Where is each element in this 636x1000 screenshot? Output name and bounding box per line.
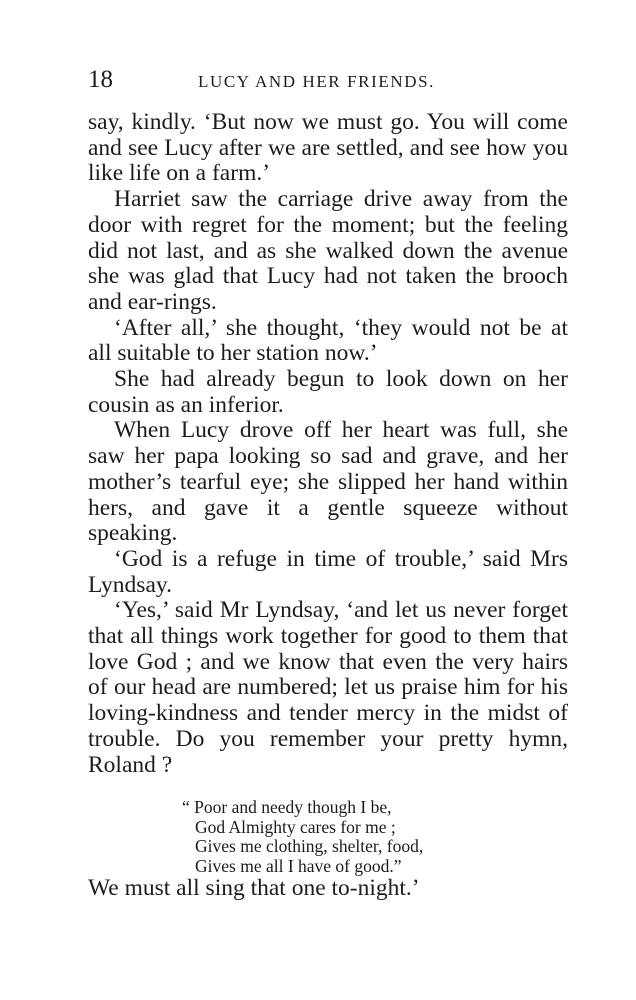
verse-line: Gives me clothing, shelter, food, bbox=[195, 836, 424, 857]
running-title: LUCY AND HER FRIENDS. bbox=[198, 72, 435, 91]
page-header bbox=[88, 66, 568, 96]
verse-line: God Almighty cares for me ; bbox=[195, 816, 396, 837]
body-text bbox=[88, 110, 568, 902]
verse-line: “ Poor and needy though I be, bbox=[182, 797, 392, 818]
paragraph: When Lucy drove off her heart was full, she saw her papa looking so sad and grave, and her mother’s tearful eye; she slipped her hand within hers, and gave it a gentle squeeze without speaking. bbox=[88, 417, 568, 547]
closing-line: We must all sing that one to-night.’ bbox=[88, 875, 420, 902]
verse-line: Gives me all I have of good.” bbox=[195, 855, 402, 876]
paragraph: Harriet saw the carriage drive away from the door with regret for the moment; but the feeling did not last, and as she walked down the avenue she was glad that Lucy had not taken the brooch and ear-rings. bbox=[88, 186, 568, 315]
paragraph: say, kindly. ‘But now we must go. You will come and see Lucy after we are settled, and see how you like life on a farm.’ bbox=[88, 109, 568, 187]
hymn-verse bbox=[182, 798, 568, 876]
paragraph: She had already begun to look down on her cousin as an inferior. bbox=[88, 366, 568, 418]
paragraph: ‘Yes,’ said Mr Lyndsay, ‘and let us never forget that all things work together for good to them that love God ; and we know that even the very hairs of our head are numbered; let us praise him for his loving-kindness and tender mercy in the midst of trouble. Do you remember your pretty hymn, Roland ? bbox=[88, 597, 568, 778]
paragraph: ‘After all,’ she thought, ‘they would not be at all suitable to her station now.’ bbox=[88, 314, 568, 367]
paragraph: ‘God is a refuge in time of trouble,’ said Mrs Lyndsay. bbox=[88, 545, 568, 598]
page-number: 18 bbox=[88, 66, 113, 93]
